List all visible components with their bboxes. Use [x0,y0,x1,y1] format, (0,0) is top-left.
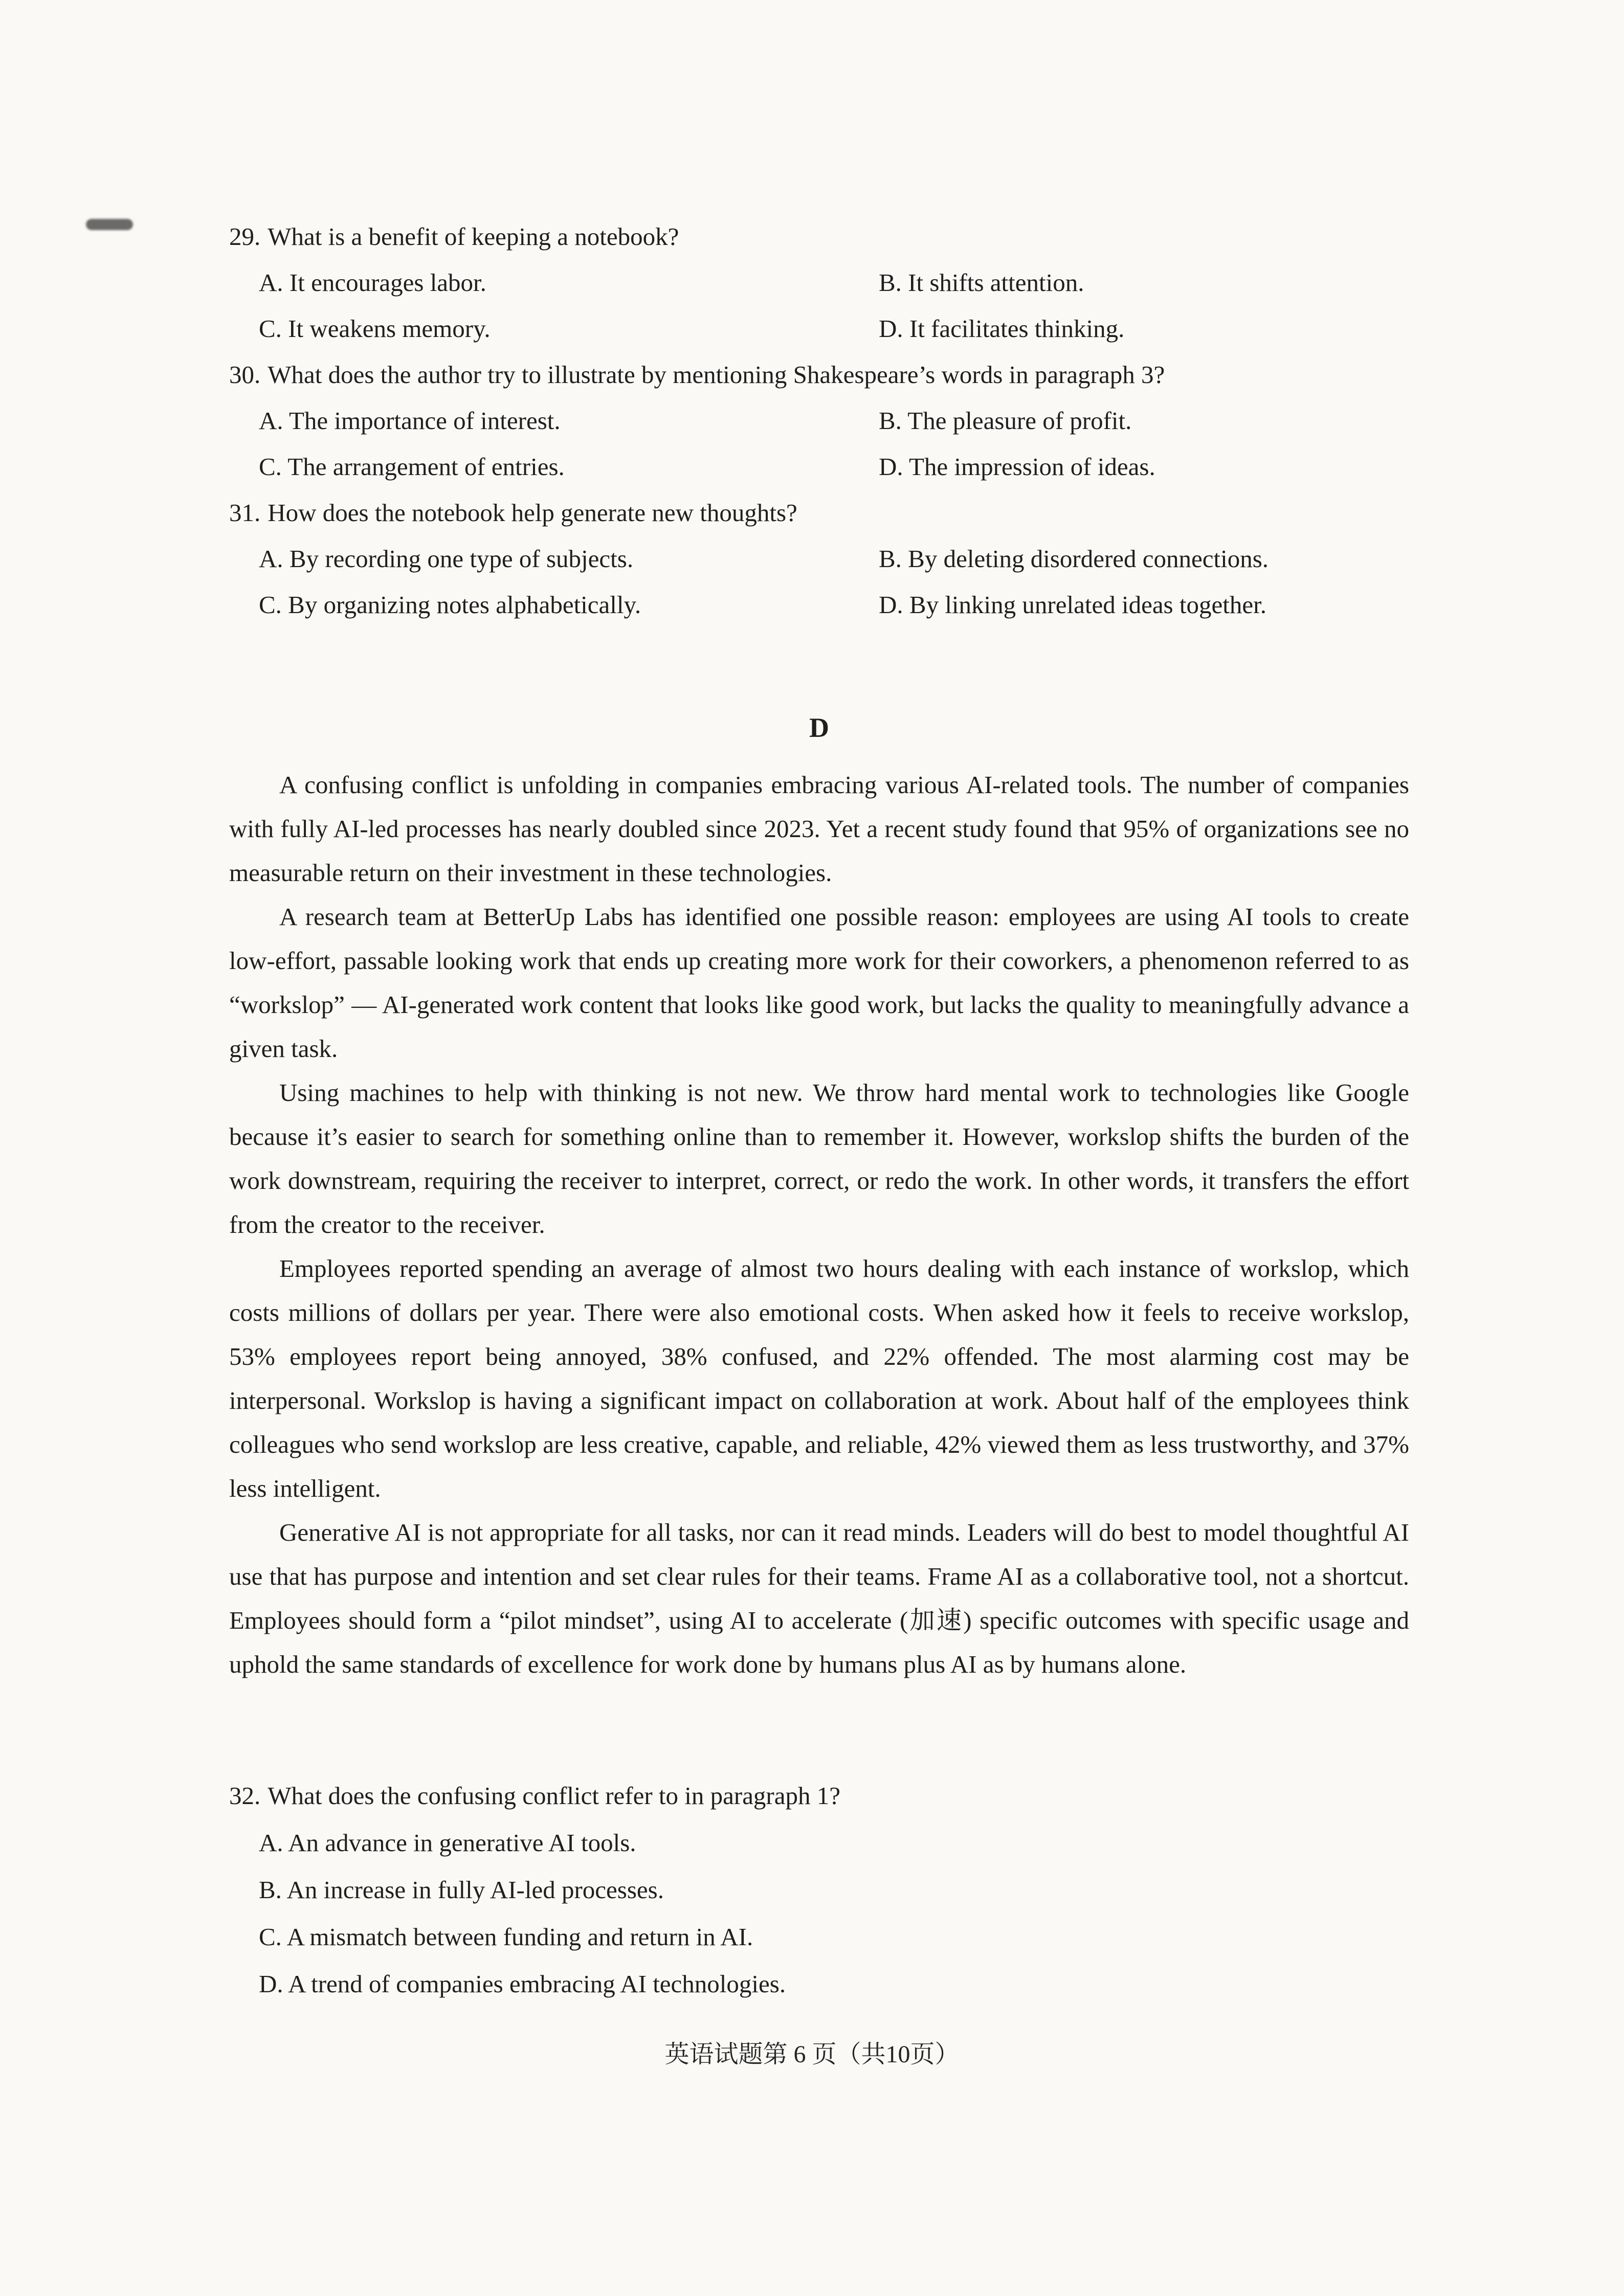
question-30-option-b: B. The pleasure of profit. [879,407,1132,435]
question-31-number: 31. [229,499,261,527]
question-30-option-d: D. The impression of ideas. [879,453,1155,481]
passage-paragraph-5: Generative AI is not appropriate for all tasks, nor can it read minds. Leaders will do best to model thoughtful AI use that has purpose and intention and set clear rules for their teams. Frame AI as a collaborative tool, not a shortcut. Employees should form a “pilot mindset”, using AI to accelerate (加速) specific outcomes with specific usage and uphold the same standards of excellence for work done by humans plus AI as by humans alone. [229,1518,1409,1678]
question-31-stem [229,490,1409,536]
passage-paragraph-1: A confusing conflict is unfolding in companies embracing various AI-related tools. The number of companies with fully AI-led processes has nearly doubled since 2023. Yet a recent study found that 95% of organizations see no measurable return on their investment in these technologies. [229,771,1409,887]
question-32-stem [229,1772,1409,1819]
question-30-option-a: A. The importance of interest. [259,407,561,435]
page-footer: 英语试题第 6 页（共10页） [664,2041,960,2068]
question-31-option-c: C. By organizing notes alphabetically. [259,591,641,619]
question-29-option-c: C. It weakens memory. [259,314,491,343]
passage-section-heading: D [809,712,829,743]
question-31-options [259,536,1409,628]
question-31-option-a: A. By recording one type of subjects. [259,545,634,573]
question-32-number: 32. [229,1782,261,1810]
question-30-stem [229,352,1409,398]
passage-paragraph-2: A research team at BetterUp Labs has identified one possible reason: employees are using AI tools to create low-effort, passable looking work that ends up creating more work for their coworkers, a phenomenon referred to as “workslop” — AI-generated work content that looks like good work, but lacks the quality to meaningfully advance a given task. [229,903,1409,1063]
passage-d [229,763,1409,1686]
question-29-options [259,260,1409,352]
question-29-text: What is a benefit of keeping a notebook? [268,222,679,251]
question-29-option-d: D. It facilitates thinking. [879,314,1125,343]
passage-paragraph-4: Employees reported spending an average of almost two hours dealing with each instance of workslop, which costs millions of dollars per year. There were also emotional costs. When asked how it feels to receive workslop, 53% employees report being annoyed, 38% confused, and 22% offended. The most alarming cost may be interpersonal. Workslop is having a significant impact on collaboration at work. About half of the employees think colleagues who send workslop are less creative, capable, and reliable, 42% viewed them as less trustworthy, and 37% less intelligent. [229,1254,1409,1502]
question-29-option-a: A. It encourages labor. [259,268,486,297]
question-31 [229,490,1409,628]
question-29 [229,214,1409,352]
question-31-option-b: B. By deleting disordered connections. [879,545,1269,573]
question-29-option-b: B. It shifts attention. [879,268,1084,297]
scan-artifact [86,219,133,230]
question-32 [229,1772,1409,2008]
question-29-number: 29. [229,222,261,251]
question-32-option-d: D. A trend of companies embracing AI technologies. [259,1970,786,1998]
question-32-option-a: A. An advance in generative AI tools. [259,1829,636,1857]
question-29-stem [229,214,1409,260]
question-32-option-b: B. An increase in fully AI-led processes. [259,1876,664,1904]
question-31-option-d: D. By linking unrelated ideas together. [879,591,1266,619]
question-30-option-c: C. The arrangement of entries. [259,453,565,481]
question-30 [229,352,1409,490]
question-31-text: How does the notebook help generate new thoughts? [268,499,797,527]
question-32-option-c: C. A mismatch between funding and return in AI. [259,1923,753,1951]
question-30-number: 30. [229,361,261,389]
passage-paragraph-3: Using machines to help with thinking is not new. We throw hard mental work to technologies like Google because it’s easier to search for something online than to remember it. However, workslop shifts the burden of the work downstream, requiring the receiver to interpret, correct, or redo the work. In other words, it transfers the effort from the creator to the receiver. [229,1078,1409,1239]
question-32-text: What does the confusing conflict refer to in paragraph 1? [268,1782,841,1810]
question-30-options [259,398,1409,490]
question-32-options [259,1819,1409,2008]
question-30-text: What does the author try to illustrate by mentioning Shakespeare’s words in paragraph 3? [268,361,1165,389]
